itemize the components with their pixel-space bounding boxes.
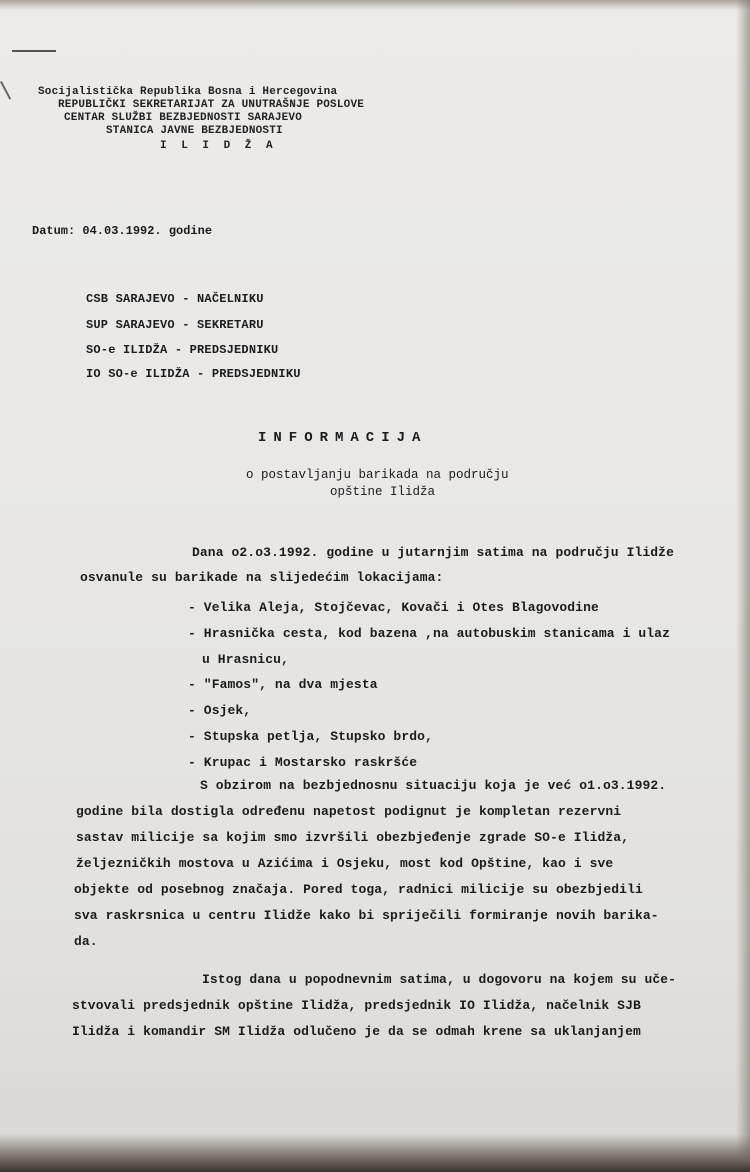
letterhead-line-5: I L I D Ž A [160, 140, 277, 152]
location-item: - "Famos", na dva mjesta [188, 677, 378, 692]
paragraph-1-line: da. [74, 934, 98, 949]
margin-mark [12, 50, 56, 52]
page-right-shadow [736, 0, 750, 1172]
intro-line-2: osvanule su barikade na slijedećim lokacijama: [80, 570, 444, 585]
letterhead-line-2: REPUBLIČKI SEKRETARIJAT ZA UNUTRAŠNJE POSLOVE [58, 99, 365, 111]
paragraph-2-line: stvovali predsjednik opštine Ilidža, predsjednik IO Ilidža, načelnik SJB [72, 998, 641, 1013]
location-item: - Krupac i Mostarsko raskršće [188, 755, 418, 770]
document-date: Datum: 04.03.1992. godine [32, 224, 213, 238]
recipient-2: SUP SARAJEVO - SEKRETARU [86, 318, 264, 332]
paragraph-1-line: željezničkih mostova u Azićima i Osjeku, most kod Opštine, kao i sve [76, 856, 614, 871]
subtitle-line-1: o postavljanju barikada na području [246, 468, 509, 482]
paragraph-1-line: S obzirom na bezbjednosnu situaciju koja je već o1.o3.1992. [200, 778, 667, 793]
location-item: - Osjek, [188, 703, 252, 718]
page-top-shadow [0, 0, 750, 10]
page-bottom-shadow [0, 1134, 750, 1172]
paragraph-2-line: Ilidža i komandir SM Ilidža odlučeno je da se odmah krene sa uklanjanjem [72, 1024, 641, 1039]
recipient-3: SO-e ILIDŽA - PREDSJEDNIKU [86, 343, 279, 357]
location-item: - Velika Aleja, Stojčevac, Kovači i Otes Blagovodine [188, 600, 599, 615]
subtitle-line-2: opštine Ilidža [330, 485, 436, 499]
paragraph-1-line: sva raskrsnica u centru Ilidže kako bi spriječili formiranje novih barika- [74, 908, 659, 923]
document-title: INFORMACIJA [258, 430, 428, 446]
letterhead-line-3: CENTAR SLUŽBI BEZBJEDNOSTI SARAJEVO [64, 112, 303, 124]
location-item: - Hrasnička cesta, kod bazena ,na autobuskim stanicama i ulaz [188, 626, 670, 641]
intro-line-1: Dana o2.o3.1992. godine u jutarnjim satima na području Ilidže [192, 545, 674, 560]
letterhead-line-4: STANICA JAVNE BEZBJEDNOSTI [106, 125, 283, 137]
paragraph-2-line: Istog dana u popodnevnim satima, u dogovoru na kojem su uče- [202, 972, 677, 987]
paper-fold-mark [0, 76, 20, 99]
paragraph-1-line: objekte od posebnog značaja. Pored toga, radnici milicije su obezbjedili [74, 882, 643, 897]
recipient-1: CSB SARAJEVO - NAČELNIKU [86, 292, 264, 306]
letterhead-line-1: Socijalistička Republika Bosna i Hercegovina [38, 86, 338, 98]
paragraph-1-line: sastav milicije sa kojim smo izvršili obezbjeđenje zgrade SO-e Ilidža, [76, 830, 630, 845]
location-item-continued: u Hrasnicu, [202, 652, 289, 667]
paragraph-1-line: godine bila dostigla određenu napetost podignut je kompletan rezervni [76, 804, 622, 819]
recipient-4: IO SO-e ILIDŽA - PREDSJEDNIKU [86, 367, 301, 381]
location-item: - Stupska petlja, Stupsko brdo, [188, 729, 433, 744]
